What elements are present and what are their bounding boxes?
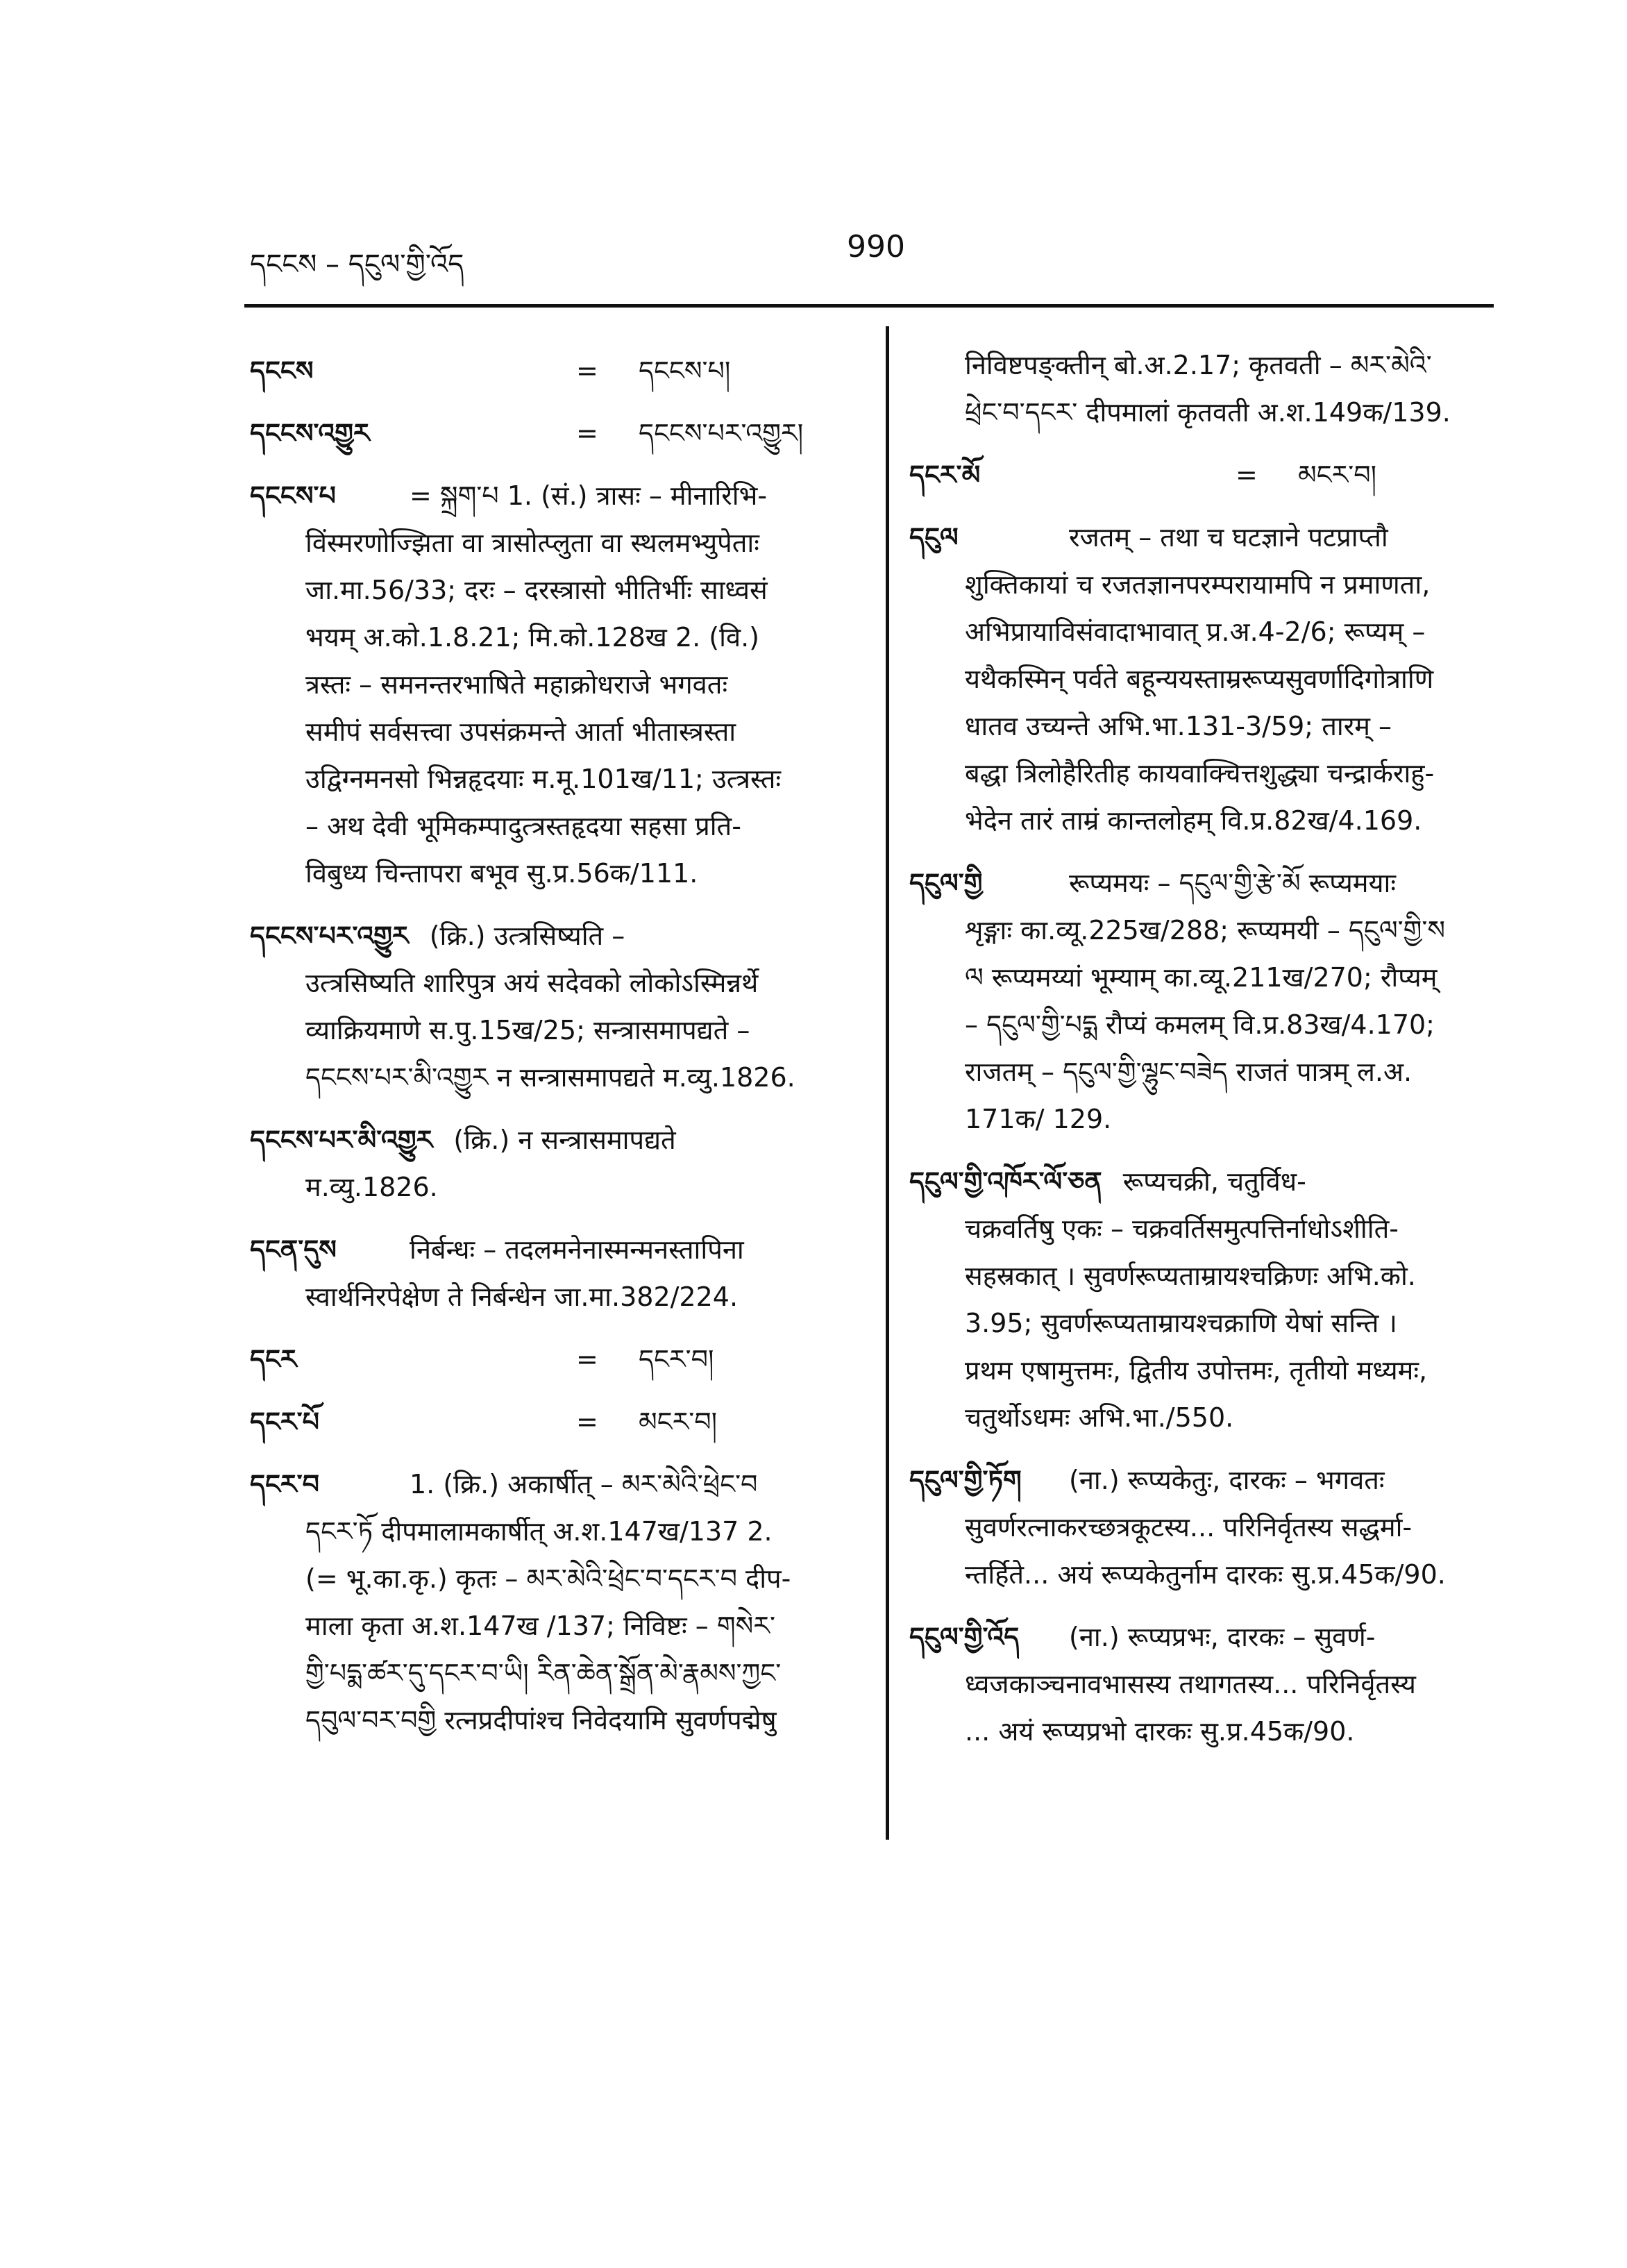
entry-line bbox=[909, 1001, 1534, 1048]
entry-line bbox=[909, 1252, 1534, 1300]
headword: དངུལ་གྱི་འོད bbox=[909, 1622, 1020, 1652]
entry-line bbox=[250, 566, 875, 614]
definition-text: यथैकस्मिन् पर्वते बहून्ययस्ताम्ररूप्यसुवर्णादिगोत्राणि bbox=[965, 664, 1434, 694]
equals-sign: = bbox=[1236, 460, 1258, 490]
definition-text: = སྐྲག་པ 1. (सं.) त्रासः – मीनारिभि- bbox=[410, 480, 768, 511]
dictionary-entry bbox=[250, 347, 875, 394]
dictionary-entry bbox=[250, 912, 875, 1101]
column-divider bbox=[886, 326, 889, 1840]
definition-text: सुवर्णरत्नाकरच्छत्रकूटस्य... परिनिर्वृतस्य सद्धर्मा- bbox=[965, 1512, 1413, 1543]
entry-line bbox=[250, 1007, 875, 1054]
entry-line bbox=[909, 797, 1534, 844]
headword: དངར bbox=[250, 1344, 297, 1375]
definition-text: धातव उच्यन्ते अभि.भा.131-3/59; तारम् – bbox=[965, 711, 1392, 741]
definition-text: स्वार्थनिरपेक्षेण ते निर्बन्धेन जा.मा.382/224. bbox=[305, 1282, 739, 1312]
definition-text: དངར་ཏོ दीपमालामकार्षीत् अ.श.147ख/137 2. bbox=[305, 1516, 773, 1547]
dictionary-entry bbox=[250, 1398, 875, 1445]
entry-line bbox=[250, 614, 875, 661]
entry-line bbox=[250, 661, 875, 708]
definition-text: – དངུལ་གྱི་པདྨ रौप्यं कमलम् वि.प्र.83ख/4.170; bbox=[965, 1009, 1435, 1040]
entry-line bbox=[250, 1226, 875, 1273]
definition-text: (ना.) रूप्यप्रभः, दारकः – सुवर्ण- bbox=[1069, 1622, 1376, 1652]
entry-line bbox=[250, 1273, 875, 1320]
dictionary-entry bbox=[250, 1116, 875, 1211]
headword: དངུལ་གྱི་ཏོག bbox=[909, 1465, 1022, 1495]
headword: དངུལ་གྱི bbox=[909, 868, 983, 898]
definition-text: निविष्टपङ्क्तीन् बो.अ.2.17; कृतवती – མར་མེའི་ bbox=[965, 350, 1432, 380]
entry-line bbox=[250, 1555, 875, 1602]
dictionary-entry bbox=[909, 859, 1534, 1143]
dictionary-entry bbox=[250, 410, 875, 457]
entry-line bbox=[250, 1164, 875, 1211]
definition-text: उत्त्रसिष्यति शारिपुत्र अयं सदेवको लोकोऽस्मिन्नर्थे bbox=[305, 968, 759, 998]
entry-line bbox=[909, 1613, 1534, 1661]
equals-sign: = bbox=[576, 1406, 598, 1437]
definition-text: जा.मा.56/33; दरः – दरस्त्रासो भीतिर्भीः साध्वसं bbox=[305, 575, 768, 605]
entry-line bbox=[250, 1461, 875, 1508]
definition-text: अभिप्रायाविसंवादाभावात् प्र.अ.4-2/6; रूप्यम् – bbox=[965, 616, 1426, 647]
headword: དངར་པོ bbox=[250, 1406, 319, 1437]
dictionary-entry bbox=[250, 1226, 875, 1320]
definition-text: ལ रूप्यमय्यां भूम्याम् का.व्यू.211ख/270; रौप्यम् bbox=[965, 962, 1438, 993]
definition-text: उद्विग्नमनसो भिन्नहृदयाः म.मू.101ख/11; उत्त्रस्तः bbox=[305, 764, 782, 794]
entry-line bbox=[909, 514, 1534, 561]
definition-text: म.व्यु.1826. bbox=[305, 1172, 438, 1202]
entry-line bbox=[909, 1456, 1534, 1504]
entry-line bbox=[250, 1697, 875, 1744]
definition-text: शुक्तिकायां च रजतज्ञानपरम्परायामपि न प्रमाणता, bbox=[965, 569, 1431, 600]
definition-text: राजतम् – དངུལ་གྱི་ལྷུང་བཟེད राजतं पात्रम् ल.अ. bbox=[965, 1057, 1413, 1087]
definition-text: निर्बन्धः – तदलमनेनास्मन्मनस्तापिना bbox=[410, 1234, 744, 1265]
cross-reference: མངར་བ། bbox=[639, 1406, 718, 1437]
equals-sign: = bbox=[576, 1344, 598, 1375]
entry-line bbox=[250, 912, 875, 959]
definition-text: रूप्यमयः – དངུལ་གྱི་རྩེ་མོ रूप्यमयाः bbox=[1069, 868, 1397, 898]
definition-text: 171क/ 129. bbox=[965, 1104, 1112, 1134]
headword: དངངས་པ bbox=[250, 480, 336, 511]
entry-line bbox=[909, 859, 1534, 907]
equals-sign: = bbox=[576, 418, 598, 448]
headword: དངངས་པར་མི་འགྱུར bbox=[250, 1125, 433, 1155]
definition-text: གྱི་པདྨ་ཚར་དུ་དངར་བ་ཡི། རིན་ཆེན་སྒྲོན་མེ་རྣམས་ཀྱང་ bbox=[305, 1658, 782, 1688]
dictionary-entry bbox=[250, 1336, 875, 1383]
headword: དངུལ་གྱི་འཁོར་ལོ་ཅན bbox=[909, 1166, 1102, 1197]
headword: དངན་དུས bbox=[250, 1234, 337, 1265]
definition-text: बद्धा त्रिलोहैरितीह कायवाक्चित्तशुद्ध्या चन्द्रार्कराहु- bbox=[965, 758, 1435, 789]
definition-text: – अथ देवी भूमिकम्पादुत्त्रस्तहृदया सहसा प्रति- bbox=[305, 811, 741, 841]
entry-line bbox=[250, 1508, 875, 1555]
definition-text: चक्रवर्तिषु एकः – चक्रवर्तिसमुत्पत्तिर्नाधोऽशीति- bbox=[965, 1213, 1399, 1244]
entry-line bbox=[250, 1054, 875, 1101]
entry-line bbox=[909, 1347, 1534, 1394]
headword: དངངས bbox=[250, 355, 314, 386]
entry-line bbox=[250, 803, 875, 850]
definition-text: ... अयं रूप्यप्रभो दारकः सु.प्र.45क/90. bbox=[965, 1716, 1355, 1747]
dictionary-entry bbox=[909, 342, 1534, 436]
definition-text: (क्रि.) उत्त्रसिष्यति – bbox=[429, 921, 625, 951]
entry-line bbox=[909, 1504, 1534, 1551]
definition-text: 1. (क्रि.) अकार्षीत् – མར་མེའི་ཕྲེང་བ bbox=[410, 1469, 758, 1500]
entry-line bbox=[250, 1116, 875, 1164]
entry-line bbox=[909, 1394, 1534, 1441]
entry-line bbox=[909, 1661, 1534, 1708]
definition-text: शृङ्गाः का.व्यू.225ख/288; रूप्यमयी – དངུལ་གྱི་ས bbox=[965, 915, 1446, 946]
headword: དངུལ bbox=[909, 522, 959, 553]
entry-line bbox=[250, 1336, 875, 1383]
entry-line bbox=[909, 1551, 1534, 1598]
entry-line bbox=[909, 1300, 1534, 1347]
definition-text: དངངས་པར་མི་འགྱུར न सन्त्रासमापद्यते म.व्यु.1826. bbox=[305, 1062, 795, 1093]
headword: དངར་མོ bbox=[909, 460, 981, 490]
entry-line bbox=[250, 850, 875, 897]
definition-text: (क्रि.) न सन्त्रासमापद्यते bbox=[453, 1125, 676, 1155]
dictionary-entry bbox=[909, 451, 1534, 498]
entry-line bbox=[909, 1095, 1534, 1143]
dictionary-entry bbox=[250, 472, 875, 897]
header-rule bbox=[244, 304, 1494, 308]
entry-line bbox=[909, 750, 1534, 797]
definition-text: ཕྲེང་བ་དངར་ दीपमालां कृतवती अ.श.149क/139. bbox=[965, 397, 1451, 428]
entry-line bbox=[250, 1398, 875, 1445]
dictionary-entry bbox=[909, 1613, 1534, 1755]
entry-line bbox=[909, 342, 1534, 389]
entry-line bbox=[909, 1158, 1534, 1205]
entry-line bbox=[909, 907, 1534, 954]
cross-reference: དངར་བ། bbox=[639, 1344, 714, 1375]
definition-text: चतुर्थोऽधमः अभि.भा./550. bbox=[965, 1402, 1234, 1433]
definition-text: न्तर्हिते... अयं रूप्यकेतुर्नाम दारकः सु.प्र.45क/90. bbox=[965, 1559, 1446, 1590]
definition-text: विंस्मरणोज्झिता वा त्रासोत्प्लुता वा स्थलमभ्युपेताः bbox=[305, 528, 759, 558]
entry-line bbox=[909, 451, 1534, 498]
entry-line bbox=[909, 561, 1534, 608]
entry-line bbox=[250, 410, 875, 457]
headword: དངངས་པར་འགྱུར bbox=[250, 921, 409, 951]
entry-line bbox=[250, 755, 875, 803]
dictionary-entry bbox=[909, 1158, 1534, 1441]
definition-text: रूप्यचक्री, चतुर्विध- bbox=[1122, 1166, 1306, 1197]
entry-line bbox=[909, 608, 1534, 655]
definition-text: माला कृता अ.श.147ख /137; निविष्टः – གསེར་ bbox=[305, 1611, 775, 1641]
entry-line bbox=[909, 954, 1534, 1001]
definition-text: प्रथम एषामुत्तमः, द्वितीय उपोत्तमः, तृतीयो मध्यमः, bbox=[965, 1355, 1428, 1386]
headword: དངངས་འགྱུར bbox=[250, 418, 370, 448]
dictionary-entry bbox=[909, 1456, 1534, 1598]
definition-text: सहस्रकात् । सुवर्णरूप्यताम्रायश्चक्रिणः अभि.को. bbox=[965, 1261, 1416, 1291]
definition-text: དབུལ་བར་བགྱི रत्नप्रदीपांश्च निवेदयामि सुवर्णपद्मेषु bbox=[305, 1705, 777, 1736]
definition-text: (ना.) रूप्यकेतुः, दारकः – भगवतः bbox=[1069, 1465, 1385, 1495]
entry-line bbox=[250, 519, 875, 566]
cross-reference: དངངས་པ། bbox=[639, 355, 731, 386]
page-number: 990 bbox=[847, 229, 905, 264]
definition-text: 3.95; सुवर्णरूप्यताम्रायश्चक्राणि येषां सन्ति । bbox=[965, 1308, 1397, 1338]
entry-line bbox=[909, 655, 1534, 703]
definition-text: समीपं सर्वसत्त्वा उपसंक्रमन्ते आर्ता भीतास्त्रस्ता bbox=[305, 716, 736, 747]
entry-line bbox=[250, 1649, 875, 1697]
entry-line bbox=[250, 347, 875, 394]
entry-line bbox=[909, 1708, 1534, 1755]
headword: དངར་བ bbox=[250, 1469, 319, 1500]
entry-line bbox=[909, 703, 1534, 750]
definition-text: विबुध्य चिन्तापरा बभूव सु.प्र.56क/111. bbox=[305, 858, 698, 889]
entry-line bbox=[909, 1048, 1534, 1095]
definition-text: भयम् अ.को.1.8.21; मि.को.128ख 2. (वि.) bbox=[305, 622, 759, 653]
dictionary-entry bbox=[909, 514, 1534, 844]
entry-line bbox=[909, 389, 1534, 436]
equals-sign: = bbox=[576, 355, 598, 386]
cross-reference: མངར་བ། bbox=[1298, 460, 1377, 490]
definition-text: (= भू.का.कृ.) कृतः – མར་མེའི་ཕྲེང་བ་དངར་བ दीप- bbox=[305, 1563, 791, 1594]
dictionary-entry bbox=[250, 1461, 875, 1744]
definition-text: व्याक्रियमाणे स.पु.15ख/25; सन्त्रासमापद्यते – bbox=[305, 1015, 750, 1045]
entry-line bbox=[909, 1205, 1534, 1252]
left-column bbox=[250, 347, 875, 1759]
cross-reference: དངངས་པར་འགྱུར། bbox=[639, 418, 804, 448]
entry-line bbox=[250, 959, 875, 1007]
running-head: དངངས – དངུལ་གྱི་འོད bbox=[250, 249, 464, 280]
definition-text: त्रस्तः – समनन्तरभाषिते महाक्रोधराजे भगवतः bbox=[305, 669, 728, 700]
entry-line bbox=[250, 472, 875, 519]
entry-line bbox=[250, 1602, 875, 1649]
definition-text: रजतम् – तथा च घटज्ञाने पटप्राप्तौ bbox=[1069, 522, 1388, 553]
entry-line bbox=[250, 708, 875, 755]
definition-text: भेदेन तारं ताम्रं कान्तलोहम् वि.प्र.82ख/4.169. bbox=[965, 805, 1422, 836]
definition-text: ध्वजकाञ्चनावभासस्य तथागतस्य... परिनिर्वृतस्य bbox=[965, 1669, 1416, 1699]
right-column bbox=[909, 342, 1534, 1770]
